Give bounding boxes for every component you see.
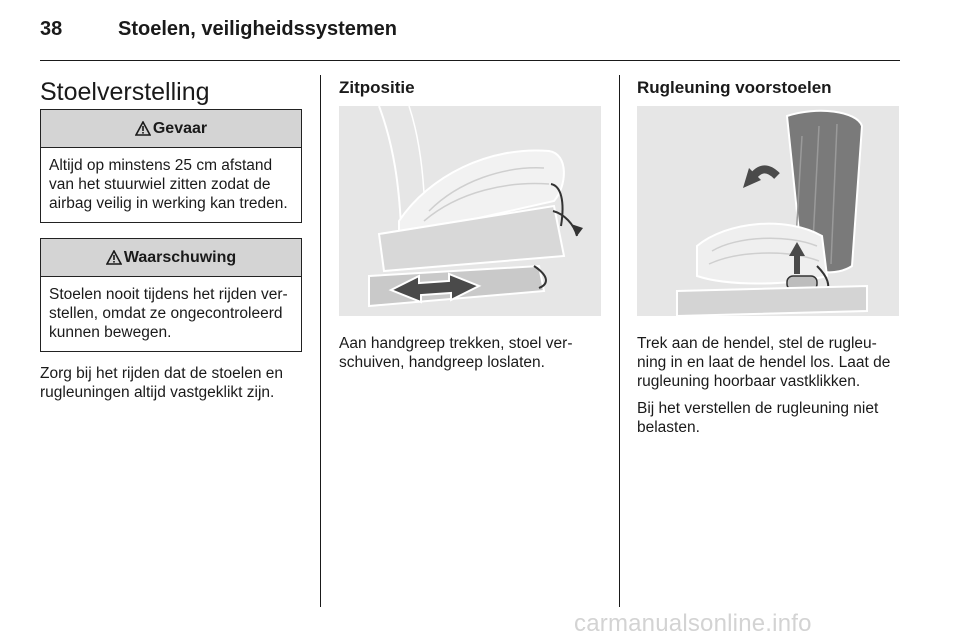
column-front-backrest bbox=[637, 76, 899, 437]
seat-position-caption: Aan handgreep trekken, stoel ver- schuiven, handgreep loslaten. bbox=[339, 335, 573, 371]
warning-box bbox=[40, 238, 302, 352]
column-divider-left bbox=[320, 75, 321, 607]
danger-box-text: Altijd op minstens 25 cm afstand van het stuurwiel zitten zodat de airbag veilig in werking kan treden. bbox=[49, 157, 288, 212]
watermark: carmanualsonline.info bbox=[574, 610, 812, 637]
seat-lock-paragraph: Zorg bij het rijden dat de stoelen en rugleuningen altijd vastgeklikt zijn. bbox=[40, 365, 283, 401]
seat-slide-illustration bbox=[339, 106, 601, 316]
column-seat-position bbox=[339, 76, 601, 372]
warning-box-header bbox=[41, 239, 301, 277]
warning-triangle-icon bbox=[106, 242, 122, 279]
section-title-seat-position: Zitpositie bbox=[339, 78, 415, 97]
page-number: 38 bbox=[40, 18, 63, 40]
backrest-caption-2: Bij het verstellen de rugleuning niet belasten. bbox=[637, 400, 879, 436]
danger-box-header bbox=[41, 110, 301, 148]
danger-box-title: Gevaar bbox=[152, 120, 208, 137]
backrest-caption-1: Trek aan de hendel, stel de rugleu- ning in en laat de hendel los. Laat de rugleuning hoorbaar vastklikken. bbox=[637, 335, 891, 390]
warning-triangle-icon bbox=[135, 113, 151, 150]
danger-box bbox=[40, 109, 302, 223]
seat-backrest-illustration bbox=[637, 106, 899, 316]
warning-box-title: Waarschuwing bbox=[123, 249, 237, 266]
column-divider-right bbox=[619, 75, 620, 607]
chapter-title: Stoelen, veiligheidssystemen bbox=[118, 18, 397, 40]
section-title-seat-adjustment: Stoelverstelling bbox=[40, 78, 210, 106]
section-title-front-backrest: Rugleuning voorstoelen bbox=[637, 78, 832, 97]
warning-box-text: Stoelen nooit tijdens het rijden ver- stellen, omdat ze ongecontroleerd kunnen bewegen. bbox=[49, 286, 288, 341]
column-seat-adjustment bbox=[40, 76, 302, 402]
header-rule bbox=[40, 60, 900, 61]
